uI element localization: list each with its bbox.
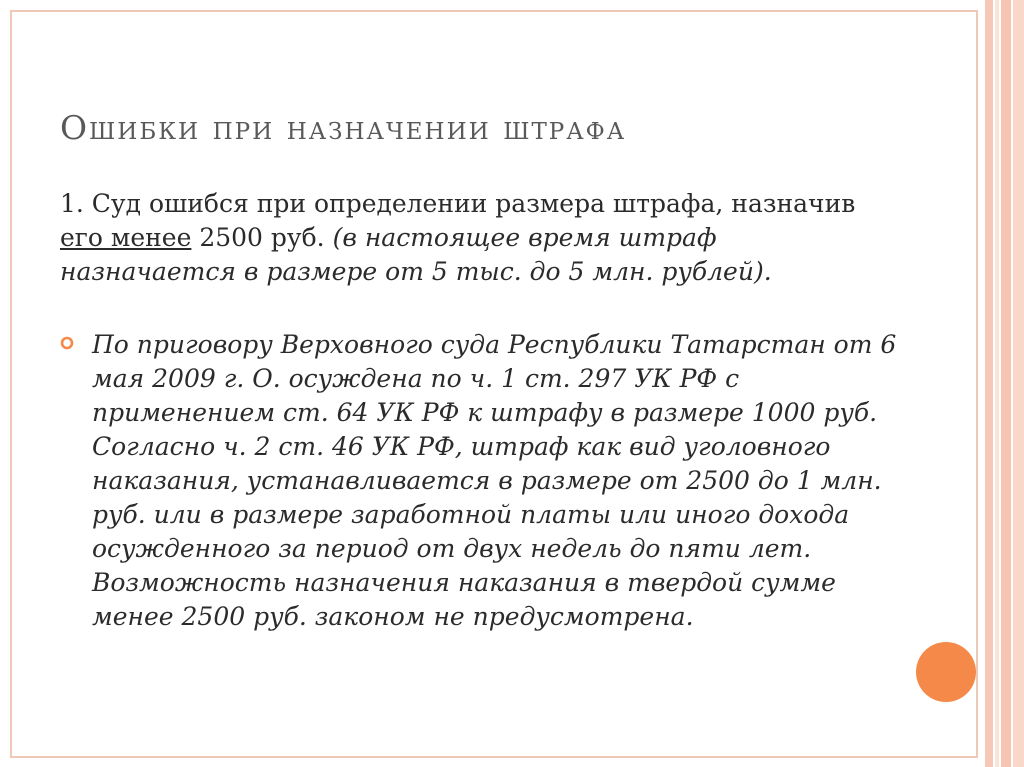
orange-circle-icon xyxy=(916,642,976,702)
paragraph-1 xyxy=(60,187,900,289)
paragraph-1-middle: 2500 руб. xyxy=(191,223,333,252)
orange-ring-bullet-icon xyxy=(60,336,74,350)
decor-stripe xyxy=(1001,0,1011,767)
decor-stripe xyxy=(1013,0,1024,767)
slide-title: Ошибки при назначении штрафа xyxy=(60,108,627,147)
paragraph-1-italic: (в настоящее время штраф назначается в размере от 5 тыс. до 5 млн. рублей). xyxy=(60,223,772,286)
decor-stripe xyxy=(995,0,999,767)
paragraph-1-underlined: его менее xyxy=(60,223,192,252)
decor-stripe xyxy=(985,0,993,767)
bullet-text: По приговору Верховного суда Республики Татарстан от 6 мая 2009 г. О. осуждена по ч. 1 ст. 297 УК РФ с применением ст. 64 УК РФ к штрафу в размере 1000 руб. Согласно ч. 2 ст. 46 УК РФ, штраф как вид уголовного наказания, устанавливается в размере от 2500 до 1 млн. руб. или в размере заработной платы или иного дохода осужденного за период от двух недель до пяти лет. Возможность назначения наказания в твердой сумме менее 2500 руб. законом не предусмотрена. xyxy=(92,330,897,631)
paragraph-1-prefix: 1. Суд ошибся при определении размера штрафа, назначив xyxy=(60,189,856,218)
